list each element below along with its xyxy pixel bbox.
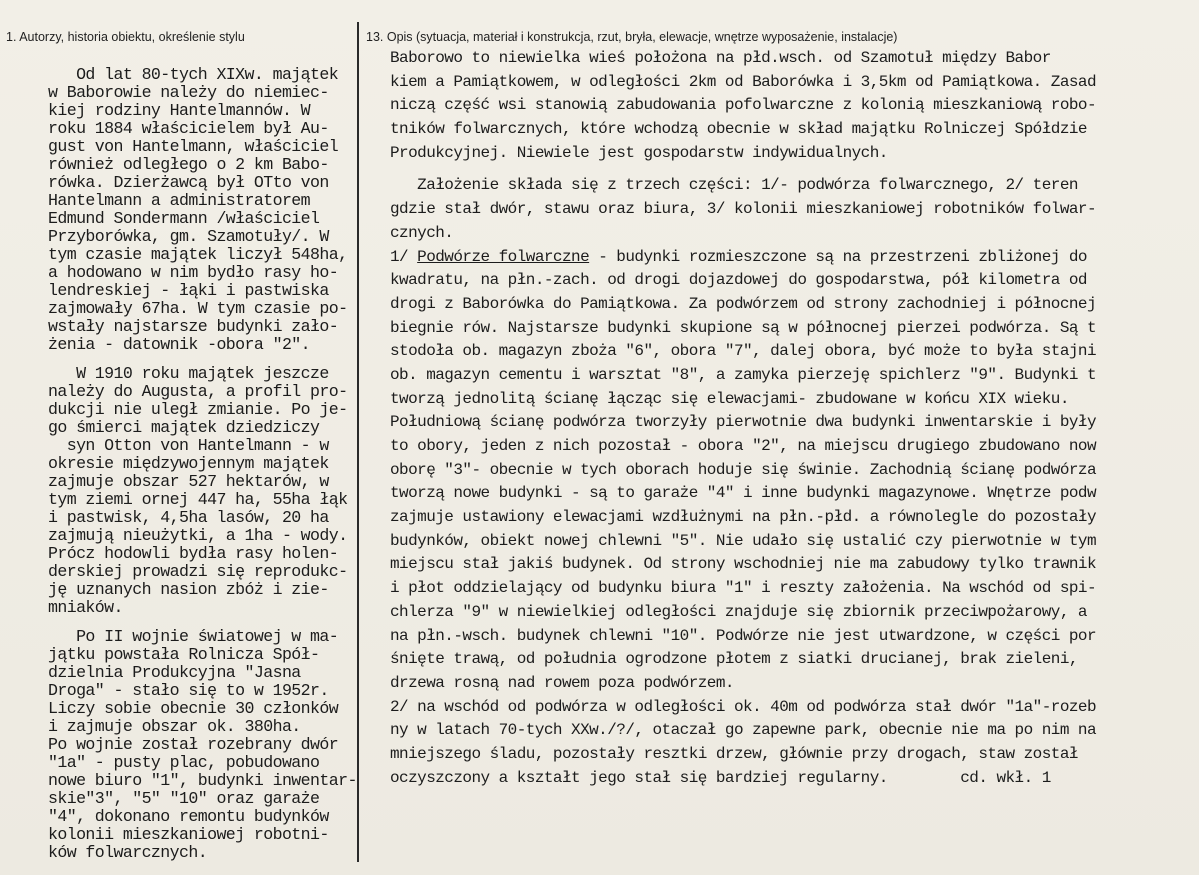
text-line: żenia - datownik -obora "2". [48,335,311,354]
text-line: tym ziemi ornej 447 ha, 55ha łąk [48,490,348,509]
text-line: Po wojnie został rozebrany dwór [48,735,339,754]
text-line: kiej rodziny Hantelmannów. W [48,101,311,120]
text-line: kolonii mieszkaniowej robotni- [48,825,329,844]
text-line: ny w latach 70-tych XXw./?/, otaczał go zapewne park, obecnie nie ma po nim na [390,721,1097,740]
text-line: zajmuje ustawiony elewacjami wzdłużnymi na płn.-płd. a równolegle do pozostały [390,508,1097,527]
text-line: nowe biuro "1", budynki inwentar- [48,771,357,790]
text-line: tworzą jednolitą ścianę łącząc się elewacjami- zbudowane w końcu XIX wieku. [390,389,1069,408]
text-line: a hodowano w nim bydło rasy ho- [48,263,339,282]
text-line: należy do Augusta, a profil pro- [48,382,348,401]
text-line: zajmuje obszar 527 hektarów, w [48,472,329,491]
text-line: niczą część wsi stanowią zabudowania pofolwarczne z kolonią mieszkaniową robo- [390,96,1097,115]
text-line: chlerza "9" w niewielkiej odległości znajduje się zbiornik przeciwpożarowy, a [390,602,1087,621]
text-line: również odległego o 2 km Babo- [48,155,329,174]
text-line: gdzie stał dwór, stawu oraz biura, 3/ kolonii mieszkaniowej robotników folwar- [390,200,1097,219]
text-line: śnięte trawą, od południa ogrodzone płotem z siatki drucianej, brak zieleni, [390,650,1078,669]
text-line: biegnie rów. Najstarsze budynki skupione są w północnej pierzei podwórza. Są t [390,318,1097,337]
text-line: jątku powstała Rolnicza Spół- [48,645,320,664]
section-header-description: 13. Opis (sytuacja, materiał i konstrukcja, rzut, bryła, elewacje, wnętrze wyposażenie, instalacje) [366,30,898,44]
text-line: mniejszego śladu, pozostały resztki drzew, głównie przy drogach, staw został [390,744,1078,763]
text-line: na płn.-wsch. budynek chlewni "10". Podwórze nie jest utwardzone, w części por [390,626,1097,645]
text-line: ję uznanych nasion zbóż i zie- [48,580,329,599]
text-line: mniaków. [48,598,123,617]
text-line: Edmund Sondermann /właściciel [48,209,320,228]
text-line: rówka. Dzierżawcą był OTto von [48,173,329,192]
text-line: dukcji nie uległ zmianie. Po je- [48,400,348,419]
text-line: budynków, obiekt nowej chlewni "5". Nie udało się ustalić czy pierwotnie w tym [390,531,1097,550]
text-line: to obory, jeden z nich pozostał - obora "2", na miejscu drugiego zbudowano now [390,437,1097,455]
text-line: kwadratu, na płn.-zach. od drogi dojazdowej do gospodarstwa, pół kilometra od [390,271,1087,290]
text-line: Produkcyjnej. Niewiele jest gospodarstw indywidualnych. [390,143,888,162]
text-line: oborę "3"- obecnie w tych oborach hoduje się świnie. Zachodnią ścianę podwórza [390,460,1097,479]
text-line: Od lat 80-tych XIXw. majątek [48,65,339,84]
text-line: gust von Hantelmann, właściciel [48,137,339,156]
text-line: 2/ na wschód od podwórza w odległości ok. 40m od podwórza stał dwór "1a"-rozeb [390,697,1097,716]
description-text-column [390,47,1196,790]
text-line: miejscu stał jakiś budynek. Od strony wschodniej nie ma zabudowy tylko trawnik [390,555,1097,574]
text-line: i pastwisk, 4,5ha lasów, 20 ha [48,508,329,527]
text-line: Hantelmann a administratorem [48,191,311,210]
text-line: 1/ Podwórze folwarczne - budynki rozmieszczone są na przestrzeni zbliżonej do [390,247,1087,266]
text-line: Po II wojnie światowej w ma- [48,627,339,646]
text-line: go śmierci majątek dziedziczy [48,418,320,437]
text-line: Założenie składa się z trzech części: 1/- podwórza folwarcznego, 2/ teren [390,176,1078,195]
text-line: "1a" - pusty plac, pobudowano [48,753,320,772]
text-line: Liczy sobie obecnie 30 członków [48,699,339,718]
text-line [390,165,1196,174]
text-line: Prócz hodowli bydła rasy holen- [48,544,339,563]
section-header-authors-history: 1. Autorzy, historia obiektu, określenie stylu [6,30,245,44]
text-line: drogi z Baborówka do Pamiątkowa. Za podwórzem od strony zachodniej i północnej [390,294,1097,313]
text-line: Południową ścianę podwórza tworzyły pierwotnie dwa budynki inwentarskie i były [390,413,1097,432]
text-line: syn Otton von Hantelmann - w [48,436,329,455]
underlined-heading: Podwórze folwarczne [417,247,590,266]
text-line: skie"3", "5" "10" oraz garaże [48,789,320,808]
text-line: Droga" - stało się to w 1952r. [48,681,329,700]
text-line: zajmują nieużytki, a 1ha - wody. [48,526,348,545]
history-text-column [48,65,357,862]
text-line: zajmowały 67ha. W tym czasie po- [48,299,348,318]
text-line: "4", dokonano remontu budynków [48,807,329,826]
text-line: stodoła ob. magazyn zboża "6", obora "7", dalej obora, być może to była stajni [390,342,1097,361]
text-line: lendreskiej - łąki i pastwiska [48,281,329,300]
text-line: tym czasie majątek liczył 548ha, [48,245,348,264]
text-line: cznych. [390,223,454,242]
text-line: i zajmuje obszar ok. 380ha. [48,717,301,736]
text-line: Przyborówka, gm. Szamotuły/. W [48,227,329,246]
text-line: tników folwarcznych, które wchodzą obecnie w skład majątku Rolniczej Spółdzie [390,120,1087,139]
text-line: ob. magazyn cementu i warsztat "8", a zamyka pierzeję spichlerz "9". Budynki t [390,365,1097,384]
text-line: tworzą nowe budynki - są to garaże "4" i inne budynki magazynowe. Wnętrze podw [390,484,1097,503]
text-line: i płot oddzielający od budynku biura "1" i reszty założenia. Na wschód od spi- [390,579,1097,598]
column-divider [357,22,359,862]
text-line: oczyszczony a kształt jego stał się bardziej regularny. cd. wkł. 1 [390,768,1051,787]
text-line: drzewa rosną nad rowem poza podwórzem. [390,673,734,692]
text-line: kiem a Pamiątkowem, w odległości 2km od Baborówka i 3,5km od Pamiątkowa. Zasad [390,72,1097,91]
text-line: dzielnia Produkcyjna "Jasna [48,663,301,682]
text-line: Baborowo to niewielka wieś położona na płd.wsch. od Szamotuł między Babor [390,49,1051,67]
text-line: w Baborowie należy do niemiec- [48,83,329,102]
text-line: ków folwarcznych. [48,843,208,862]
text-line: wstały najstarsze budynki zało- [48,317,339,336]
text-line: derskiej prowadzi się reprodukc- [48,562,348,581]
text-line: okresie międzywojennym majątek [48,454,329,473]
text-line: W 1910 roku majątek jeszcze [48,364,329,383]
text-line: roku 1884 właścicielem był Au- [48,119,329,138]
